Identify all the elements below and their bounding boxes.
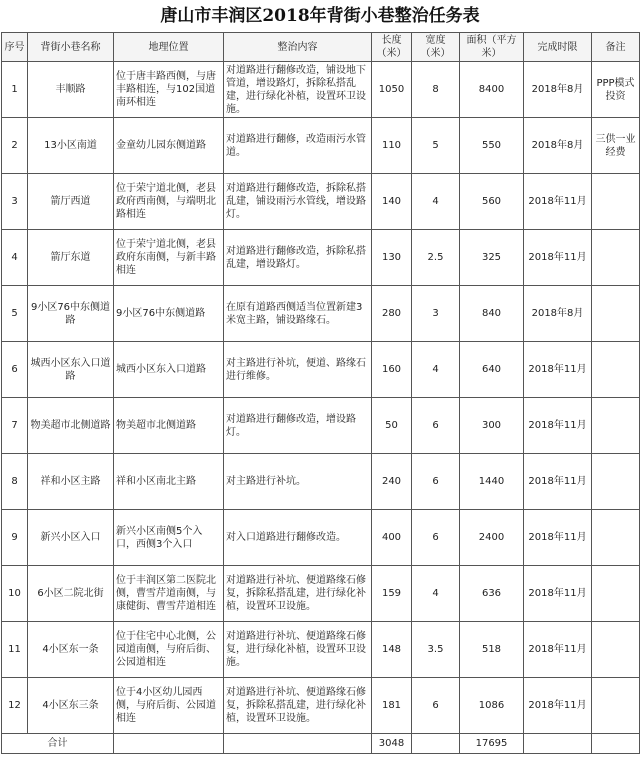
cell-deadline: 2018年8月 — [524, 286, 592, 342]
cell-name: 13小区南道 — [28, 118, 114, 174]
task-table — [1, 32, 640, 754]
cell-content: 对主路进行补坑。 — [224, 454, 372, 510]
cell-no: 6 — [2, 342, 28, 398]
cell-deadline: 2018年11月 — [524, 566, 592, 622]
table-row — [2, 566, 640, 622]
cell-name: 箭厅东道 — [28, 230, 114, 286]
cell-name: 新兴小区入口 — [28, 510, 114, 566]
cell-area: 2400 — [460, 510, 524, 566]
cell-area: 640 — [460, 342, 524, 398]
cell-area: 1086 — [460, 678, 524, 734]
cell-name: 城西小区东入口道路 — [28, 342, 114, 398]
cell-no: 11 — [2, 622, 28, 678]
cell-width: 8 — [412, 62, 460, 118]
cell-deadline: 2018年8月 — [524, 62, 592, 118]
cell-deadline: 2018年11月 — [524, 622, 592, 678]
cell-remark — [592, 286, 640, 342]
total-empty-location — [114, 734, 224, 754]
cell-location: 位于唐丰路西侧，与唐丰路相连，与102国道南环相连 — [114, 62, 224, 118]
cell-area: 518 — [460, 622, 524, 678]
table-row — [2, 398, 640, 454]
cell-name: 6小区二院北街 — [28, 566, 114, 622]
cell-length: 280 — [372, 286, 412, 342]
cell-deadline: 2018年11月 — [524, 174, 592, 230]
cell-deadline: 2018年11月 — [524, 398, 592, 454]
cell-content: 对道路进行翻修改造，增设路灯。 — [224, 398, 372, 454]
cell-location: 城西小区东入口道路 — [114, 342, 224, 398]
table-row — [2, 286, 640, 342]
cell-no: 1 — [2, 62, 28, 118]
header-no: 序号 — [2, 33, 28, 62]
cell-length: 140 — [372, 174, 412, 230]
header-content: 整治内容 — [224, 33, 372, 62]
cell-no: 8 — [2, 454, 28, 510]
cell-length: 148 — [372, 622, 412, 678]
cell-deadline: 2018年8月 — [524, 118, 592, 174]
cell-deadline: 2018年11月 — [524, 454, 592, 510]
header-row — [2, 33, 640, 62]
cell-no: 2 — [2, 118, 28, 174]
cell-deadline: 2018年11月 — [524, 510, 592, 566]
cell-remark: PPP模式投资 — [592, 62, 640, 118]
cell-area: 325 — [460, 230, 524, 286]
cell-location: 新兴小区南侧5个入口，西侧3个入口 — [114, 510, 224, 566]
table-row — [2, 174, 640, 230]
cell-name: 物美超市北侧道路 — [28, 398, 114, 454]
table-row — [2, 62, 640, 118]
cell-length: 50 — [372, 398, 412, 454]
cell-width: 4 — [412, 342, 460, 398]
cell-remark — [592, 622, 640, 678]
cell-content: 对道路进行补坑、便道路缘石修复，拆除私搭乱建，进行绿化补植，设置环卫设施。 — [224, 678, 372, 734]
cell-width: 4 — [412, 174, 460, 230]
cell-name: 祥和小区主路 — [28, 454, 114, 510]
cell-content: 对道路进行翻修改造，拆除私搭乱建，铺设雨污水管线，增设路灯。 — [224, 174, 372, 230]
cell-area: 8400 — [460, 62, 524, 118]
cell-remark — [592, 454, 640, 510]
table-row — [2, 230, 640, 286]
total-empty-remark — [592, 734, 640, 754]
cell-length: 130 — [372, 230, 412, 286]
cell-length: 159 — [372, 566, 412, 622]
cell-deadline: 2018年11月 — [524, 678, 592, 734]
header-width: 宽度（米） — [412, 33, 460, 62]
cell-content: 对道路进行补坑、便道路缘石修复，拆除私搭乱建，进行绿化补植，设置环卫设施。 — [224, 566, 372, 622]
table-body — [2, 62, 640, 754]
cell-location: 位于荣宁道北侧，老县政府东南侧，与新丰路相连 — [114, 230, 224, 286]
header-deadline: 完成时限 — [524, 33, 592, 62]
cell-width: 5 — [412, 118, 460, 174]
cell-deadline: 2018年11月 — [524, 342, 592, 398]
cell-width: 4 — [412, 566, 460, 622]
cell-remark — [592, 510, 640, 566]
cell-remark — [592, 566, 640, 622]
total-empty-width — [412, 734, 460, 754]
cell-remark: 三供一业经费 — [592, 118, 640, 174]
cell-width: 6 — [412, 398, 460, 454]
cell-location: 物美超市北侧道路 — [114, 398, 224, 454]
cell-width: 3.5 — [412, 622, 460, 678]
cell-area: 840 — [460, 286, 524, 342]
total-empty-deadline — [524, 734, 592, 754]
table-row — [2, 342, 640, 398]
cell-area: 636 — [460, 566, 524, 622]
cell-remark — [592, 398, 640, 454]
total-empty-content — [224, 734, 372, 754]
cell-no: 3 — [2, 174, 28, 230]
total-row — [2, 734, 640, 754]
cell-length: 181 — [372, 678, 412, 734]
cell-name: 9小区76中东侧道路 — [28, 286, 114, 342]
table-row — [2, 678, 640, 734]
cell-no: 4 — [2, 230, 28, 286]
cell-content: 对道路进行翻修改造，铺设地下管道，增设路灯，拆除私搭乱建，进行绿化补植，设置环卫设施。 — [224, 62, 372, 118]
cell-name: 箭厅西道 — [28, 174, 114, 230]
cell-width: 6 — [412, 510, 460, 566]
cell-location: 位于住宅中心北侧，公园道南侧，与府后街、公园道相连 — [114, 622, 224, 678]
table-row — [2, 622, 640, 678]
cell-deadline: 2018年11月 — [524, 230, 592, 286]
cell-location: 位于荣宁道北侧，老县政府西南侧，与端明北路相连 — [114, 174, 224, 230]
total-label: 合计 — [2, 734, 114, 754]
cell-no: 5 — [2, 286, 28, 342]
cell-content: 对道路进行补坑、便道路缘石修复，进行绿化补植，设置环卫设施。 — [224, 622, 372, 678]
cell-content: 在原有道路西侧适当位置新建3米宽主路，铺设路缘石。 — [224, 286, 372, 342]
cell-remark — [592, 678, 640, 734]
cell-content: 对道路进行翻修，改造雨污水管道。 — [224, 118, 372, 174]
cell-remark — [592, 230, 640, 286]
cell-location: 祥和小区南北主路 — [114, 454, 224, 510]
table-row — [2, 454, 640, 510]
cell-length: 110 — [372, 118, 412, 174]
cell-location: 9小区76中东侧道路 — [114, 286, 224, 342]
cell-width: 6 — [412, 454, 460, 510]
cell-location: 位于丰润区第二医院北侧，曹雪芹道南侧，与康健街、曹雪芹道相连 — [114, 566, 224, 622]
cell-area: 560 — [460, 174, 524, 230]
cell-width: 2.5 — [412, 230, 460, 286]
cell-content: 对主路进行补坑，便道、路缘石进行维修。 — [224, 342, 372, 398]
table-row — [2, 118, 640, 174]
cell-name: 4小区东一条 — [28, 622, 114, 678]
header-location: 地理位置 — [114, 33, 224, 62]
total-length: 3048 — [372, 734, 412, 754]
cell-no: 7 — [2, 398, 28, 454]
cell-content: 对道路进行翻修改造，拆除私搭乱建，增设路灯。 — [224, 230, 372, 286]
cell-remark — [592, 174, 640, 230]
cell-no: 10 — [2, 566, 28, 622]
cell-no: 9 — [2, 510, 28, 566]
cell-area: 1440 — [460, 454, 524, 510]
cell-location: 金童幼儿园东侧道路 — [114, 118, 224, 174]
cell-no: 12 — [2, 678, 28, 734]
total-area: 17695 — [460, 734, 524, 754]
cell-length: 160 — [372, 342, 412, 398]
header-length: 长度（米） — [372, 33, 412, 62]
header-area: 面积（平方米） — [460, 33, 524, 62]
cell-location: 位于4小区幼儿园西侧，与府后街、公园道相连 — [114, 678, 224, 734]
cell-length: 1050 — [372, 62, 412, 118]
cell-remark — [592, 342, 640, 398]
cell-name: 4小区东三条 — [28, 678, 114, 734]
cell-content: 对入口道路进行翻修改造。 — [224, 510, 372, 566]
page-title: 唐山市丰润区2018年背街小巷整治任务表 — [160, 6, 480, 26]
cell-name: 丰顺路 — [28, 62, 114, 118]
header-name: 背街小巷名称 — [28, 33, 114, 62]
cell-length: 400 — [372, 510, 412, 566]
header-remark: 备注 — [592, 33, 640, 62]
cell-width: 6 — [412, 678, 460, 734]
table-row — [2, 510, 640, 566]
cell-area: 300 — [460, 398, 524, 454]
cell-width: 3 — [412, 286, 460, 342]
cell-length: 240 — [372, 454, 412, 510]
cell-area: 550 — [460, 118, 524, 174]
